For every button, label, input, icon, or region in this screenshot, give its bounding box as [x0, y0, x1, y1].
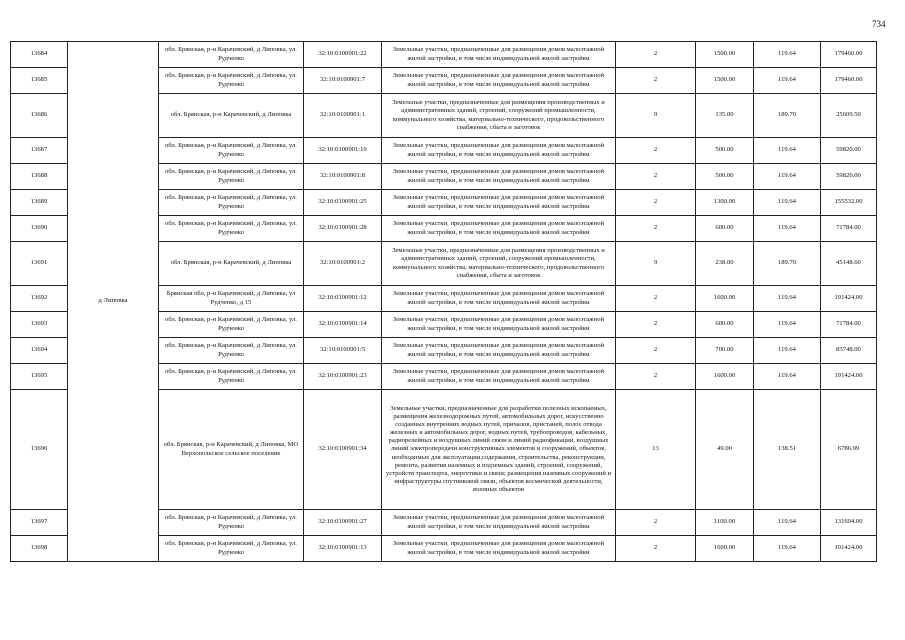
- row-number-cell: 13698: [11, 536, 68, 562]
- settlement-cell: д Липовка: [68, 42, 159, 562]
- land-purpose-cell: Земельные участки, предназначенные для размещения домов малоэтажной жилой застройки, в том числе индивидуальной жилой застройки: [382, 138, 616, 164]
- address-cell: обл. Брянская, р-н Карачевский, д Липовка, ул. Рудченко: [159, 190, 304, 216]
- area-cell: 500.00: [696, 138, 754, 164]
- cadastral-value-cell: 83748.00: [821, 338, 877, 364]
- address-cell: обл. Брянская, р-н Карачевский, д Липовка, МО Верхопольское сельское поселение: [159, 390, 304, 510]
- cadastral-value-cell: 45148.60: [821, 242, 877, 286]
- area-cell: 700.00: [696, 338, 754, 364]
- group-code-cell: 2: [616, 190, 696, 216]
- table-row: [11, 42, 877, 68]
- cadastral-number-cell: 32:10:0100901:22: [304, 42, 382, 68]
- cadastral-value-cell: 59820.00: [821, 164, 877, 190]
- land-purpose-cell: Земельные участки, предназначенные для размещения домов малоэтажной жилой застройки, в том числе индивидуальной жилой застройки: [382, 364, 616, 390]
- cadastral-number-cell: 32:10:0100901:5: [304, 338, 382, 364]
- cadastral-value-cell: 131604.00: [821, 510, 877, 536]
- row-number-cell: 13685: [11, 68, 68, 94]
- group-code-cell: 2: [616, 338, 696, 364]
- page-number: 734: [872, 19, 886, 29]
- cadastral-value-cell: 191424.00: [821, 286, 877, 312]
- cadastral-number-cell: 32:10:0100901:25: [304, 190, 382, 216]
- area-cell: 1600.00: [696, 286, 754, 312]
- cadastral-value-cell: 191424.00: [821, 364, 877, 390]
- area-cell: 49.00: [696, 390, 754, 510]
- address-cell: обл. Брянская, р-н Карачевский, д Липовка: [159, 242, 304, 286]
- address-cell: обл. Брянская, р-н Карачевский, д Липовка, ул. Рудченко: [159, 510, 304, 536]
- cadastral-value-cell: 179460.00: [821, 68, 877, 94]
- cadastral-number-cell: 32:10:0100901:14: [304, 312, 382, 338]
- row-number-cell: 13689: [11, 190, 68, 216]
- land-purpose-cell: Земельные участки, предназначенные для размещения домов малоэтажной жилой застройки, в том числе индивидуальной жилой застройки: [382, 68, 616, 94]
- group-code-cell: 2: [616, 364, 696, 390]
- row-number-cell: 13688: [11, 164, 68, 190]
- land-purpose-cell: Земельные участки, предназначенные для размещения домов малоэтажной жилой застройки, в том числе индивидуальной жилой застройки: [382, 216, 616, 242]
- address-cell: обл. Брянская, р-н Карачевский, д Липовка, ул. Рудченко: [159, 312, 304, 338]
- row-number-cell: 13686: [11, 94, 68, 138]
- row-number-cell: 13692: [11, 286, 68, 312]
- specific-value-cell: 119.64: [754, 536, 821, 562]
- group-code-cell: 2: [616, 510, 696, 536]
- row-number-cell: 13695: [11, 364, 68, 390]
- land-purpose-cell: Земельные участки, предназначенные для размещения производственных и административных зданий, строений, сооружений промышленности, коммунального хозяйства, материально-технического, продовольственного снабжения, сбыта и заготовок: [382, 242, 616, 286]
- cadastral-number-cell: 32:10:0100901:23: [304, 364, 382, 390]
- cadastral-number-cell: 32:10:0100901:28: [304, 216, 382, 242]
- area-cell: 135.00: [696, 94, 754, 138]
- cadastral-number-cell: 32:10:0100901:7: [304, 68, 382, 94]
- specific-value-cell: 119.64: [754, 286, 821, 312]
- row-number-cell: 13693: [11, 312, 68, 338]
- group-code-cell: 2: [616, 42, 696, 68]
- address-cell: обл. Брянская, р-н Карачевский, д Липовка, ул. Рудченко: [159, 338, 304, 364]
- group-code-cell: 9: [616, 94, 696, 138]
- group-code-cell: 2: [616, 286, 696, 312]
- row-number-cell: 13687: [11, 138, 68, 164]
- specific-value-cell: 119.64: [754, 190, 821, 216]
- specific-value-cell: 119.64: [754, 216, 821, 242]
- cadastral-number-cell: 32:10:0100901:13: [304, 536, 382, 562]
- specific-value-cell: 119.64: [754, 338, 821, 364]
- cadastral-value-cell: 59820.00: [821, 138, 877, 164]
- specific-value-cell: 119.64: [754, 510, 821, 536]
- cadastral-number-cell: 32:10:0100901:2: [304, 242, 382, 286]
- cadastral-value-cell: 155532.00: [821, 190, 877, 216]
- address-cell: обл. Брянская, р-н Карачевский, д Липовка, ул. Рудченко: [159, 164, 304, 190]
- cadastral-number-cell: 32:10:0100901:8: [304, 164, 382, 190]
- row-number-cell: 13694: [11, 338, 68, 364]
- row-number-cell: 13696: [11, 390, 68, 510]
- cadastral-number-cell: 32:10:0100901:1: [304, 94, 382, 138]
- land-purpose-cell: Земельные участки, предназначенные для размещения производственных и административных зданий, строений, сооружений промышленности, коммунального хозяйства, материально-технического, продовольственного снабжения, сбыта и заготовок: [382, 94, 616, 138]
- group-code-cell: 2: [616, 536, 696, 562]
- cadastral-number-cell: 32:10:0100901:12: [304, 286, 382, 312]
- cadastral-value-cell: 71784.00: [821, 312, 877, 338]
- specific-value-cell: 119.64: [754, 42, 821, 68]
- address-cell: обл. Брянская, р-н Карачевский, д Липовка, ул. Рудченко: [159, 68, 304, 94]
- land-registry-table: [10, 41, 877, 562]
- address-cell: обл. Брянская, р-н Карачевский, д Липовка, ул. Рудченко: [159, 536, 304, 562]
- area-cell: 1500.00: [696, 68, 754, 94]
- land-purpose-cell: Земельные участки, предназначенные для размещения домов малоэтажной жилой застройки, в том числе индивидуальной жилой застройки: [382, 338, 616, 364]
- area-cell: 500.00: [696, 164, 754, 190]
- cadastral-value-cell: 6786.99: [821, 390, 877, 510]
- cadastral-value-cell: 191424.00: [821, 536, 877, 562]
- group-code-cell: 2: [616, 216, 696, 242]
- address-cell: обл. Брянская, р-н Карачевский, д Липовка, ул. Рудченко: [159, 216, 304, 242]
- address-cell: обл. Брянская, р-н Карачевский, д Липовка, ул. Рудченко: [159, 364, 304, 390]
- area-cell: 1500.00: [696, 42, 754, 68]
- area-cell: 1300.00: [696, 190, 754, 216]
- land-purpose-cell: Земельные участки, предназначенные для размещения домов малоэтажной жилой застройки, в том числе индивидуальной жилой застройки: [382, 42, 616, 68]
- cadastral-value-cell: 25609.50: [821, 94, 877, 138]
- specific-value-cell: 119.64: [754, 138, 821, 164]
- land-purpose-cell: Земельные участки, предназначенные для размещения домов малоэтажной жилой застройки, в том числе индивидуальной жилой застройки: [382, 510, 616, 536]
- area-cell: 238.00: [696, 242, 754, 286]
- land-purpose-cell: Земельные участки, предназначенные для размещения домов малоэтажной жилой застройки, в том числе индивидуальной жилой застройки: [382, 312, 616, 338]
- specific-value-cell: 189.70: [754, 242, 821, 286]
- specific-value-cell: 119.64: [754, 364, 821, 390]
- group-code-cell: 2: [616, 68, 696, 94]
- registry-body: [11, 42, 877, 562]
- specific-value-cell: 119.64: [754, 164, 821, 190]
- cadastral-number-cell: 32:10:0100901:27: [304, 510, 382, 536]
- address-cell: обл. Брянская, р-н Карачевский, д Липовка, ул. Рудченко: [159, 42, 304, 68]
- group-code-cell: 2: [616, 312, 696, 338]
- group-code-cell: 13: [616, 390, 696, 510]
- cadastral-value-cell: 179460.00: [821, 42, 877, 68]
- area-cell: 600.00: [696, 312, 754, 338]
- row-number-cell: 13697: [11, 510, 68, 536]
- land-purpose-cell: Земельные участки, предназначенные для размещения домов малоэтажной жилой застройки, в том числе индивидуальной жилой застройки: [382, 536, 616, 562]
- row-number-cell: 13684: [11, 42, 68, 68]
- group-code-cell: 9: [616, 242, 696, 286]
- cadastral-number-cell: 32:10:0100901:34: [304, 390, 382, 510]
- area-cell: 1600.00: [696, 536, 754, 562]
- specific-value-cell: 119.64: [754, 312, 821, 338]
- specific-value-cell: 119.64: [754, 68, 821, 94]
- cadastral-value-cell: 71784.00: [821, 216, 877, 242]
- land-purpose-cell: Земельные участки, предназначенные для разработки полезных ископаемых, размещения железнодорожных путей, автомобильных дорог, искусственно созданных внутренних водных путей, причалов, пристаней, полос отвода железных и автомобильных дорог, водных путей, трубопроводов, кабельных, радиорелейных и воздушных линий связи и линий радиофикации, воздушных линий электропередачи конструктивных элементов и сооружений, объектов, необходимых для эксплуатации,содержания, строительства, реконструкции, ремонта, развития наземных и подземных зданий, строений, сооружений, устройств транспорта, энергетики и связи; размещения наземных сооружений и инфраструктуры спутниковой связи, объектов космической деятельности, военных объектов: [382, 390, 616, 510]
- address-cell: обл. Брянская, р-н Карачевский, д Липовка: [159, 94, 304, 138]
- specific-value-cell: 189.70: [754, 94, 821, 138]
- land-purpose-cell: Земельные участки, предназначенные для размещения домов малоэтажной жилой застройки, в том числе индивидуальной жилой застройки: [382, 190, 616, 216]
- row-number-cell: 13690: [11, 216, 68, 242]
- area-cell: 1600.00: [696, 364, 754, 390]
- land-purpose-cell: Земельные участки, предназначенные для размещения домов малоэтажной жилой застройки, в том числе индивидуальной жилой застройки: [382, 286, 616, 312]
- row-number-cell: 13691: [11, 242, 68, 286]
- area-cell: 600.00: [696, 216, 754, 242]
- address-cell: Брянская обл, р-н Карачевский, д Липовка, ул Рудченко, д 15: [159, 286, 304, 312]
- address-cell: обл. Брянская, р-н Карачевский, д Липовка, ул. Рудченко: [159, 138, 304, 164]
- cadastral-number-cell: 32:10:0100901:19: [304, 138, 382, 164]
- land-purpose-cell: Земельные участки, предназначенные для размещения домов малоэтажной жилой застройки, в том числе индивидуальной жилой застройки: [382, 164, 616, 190]
- group-code-cell: 2: [616, 164, 696, 190]
- group-code-cell: 2: [616, 138, 696, 164]
- area-cell: 1100.00: [696, 510, 754, 536]
- specific-value-cell: 138.51: [754, 390, 821, 510]
